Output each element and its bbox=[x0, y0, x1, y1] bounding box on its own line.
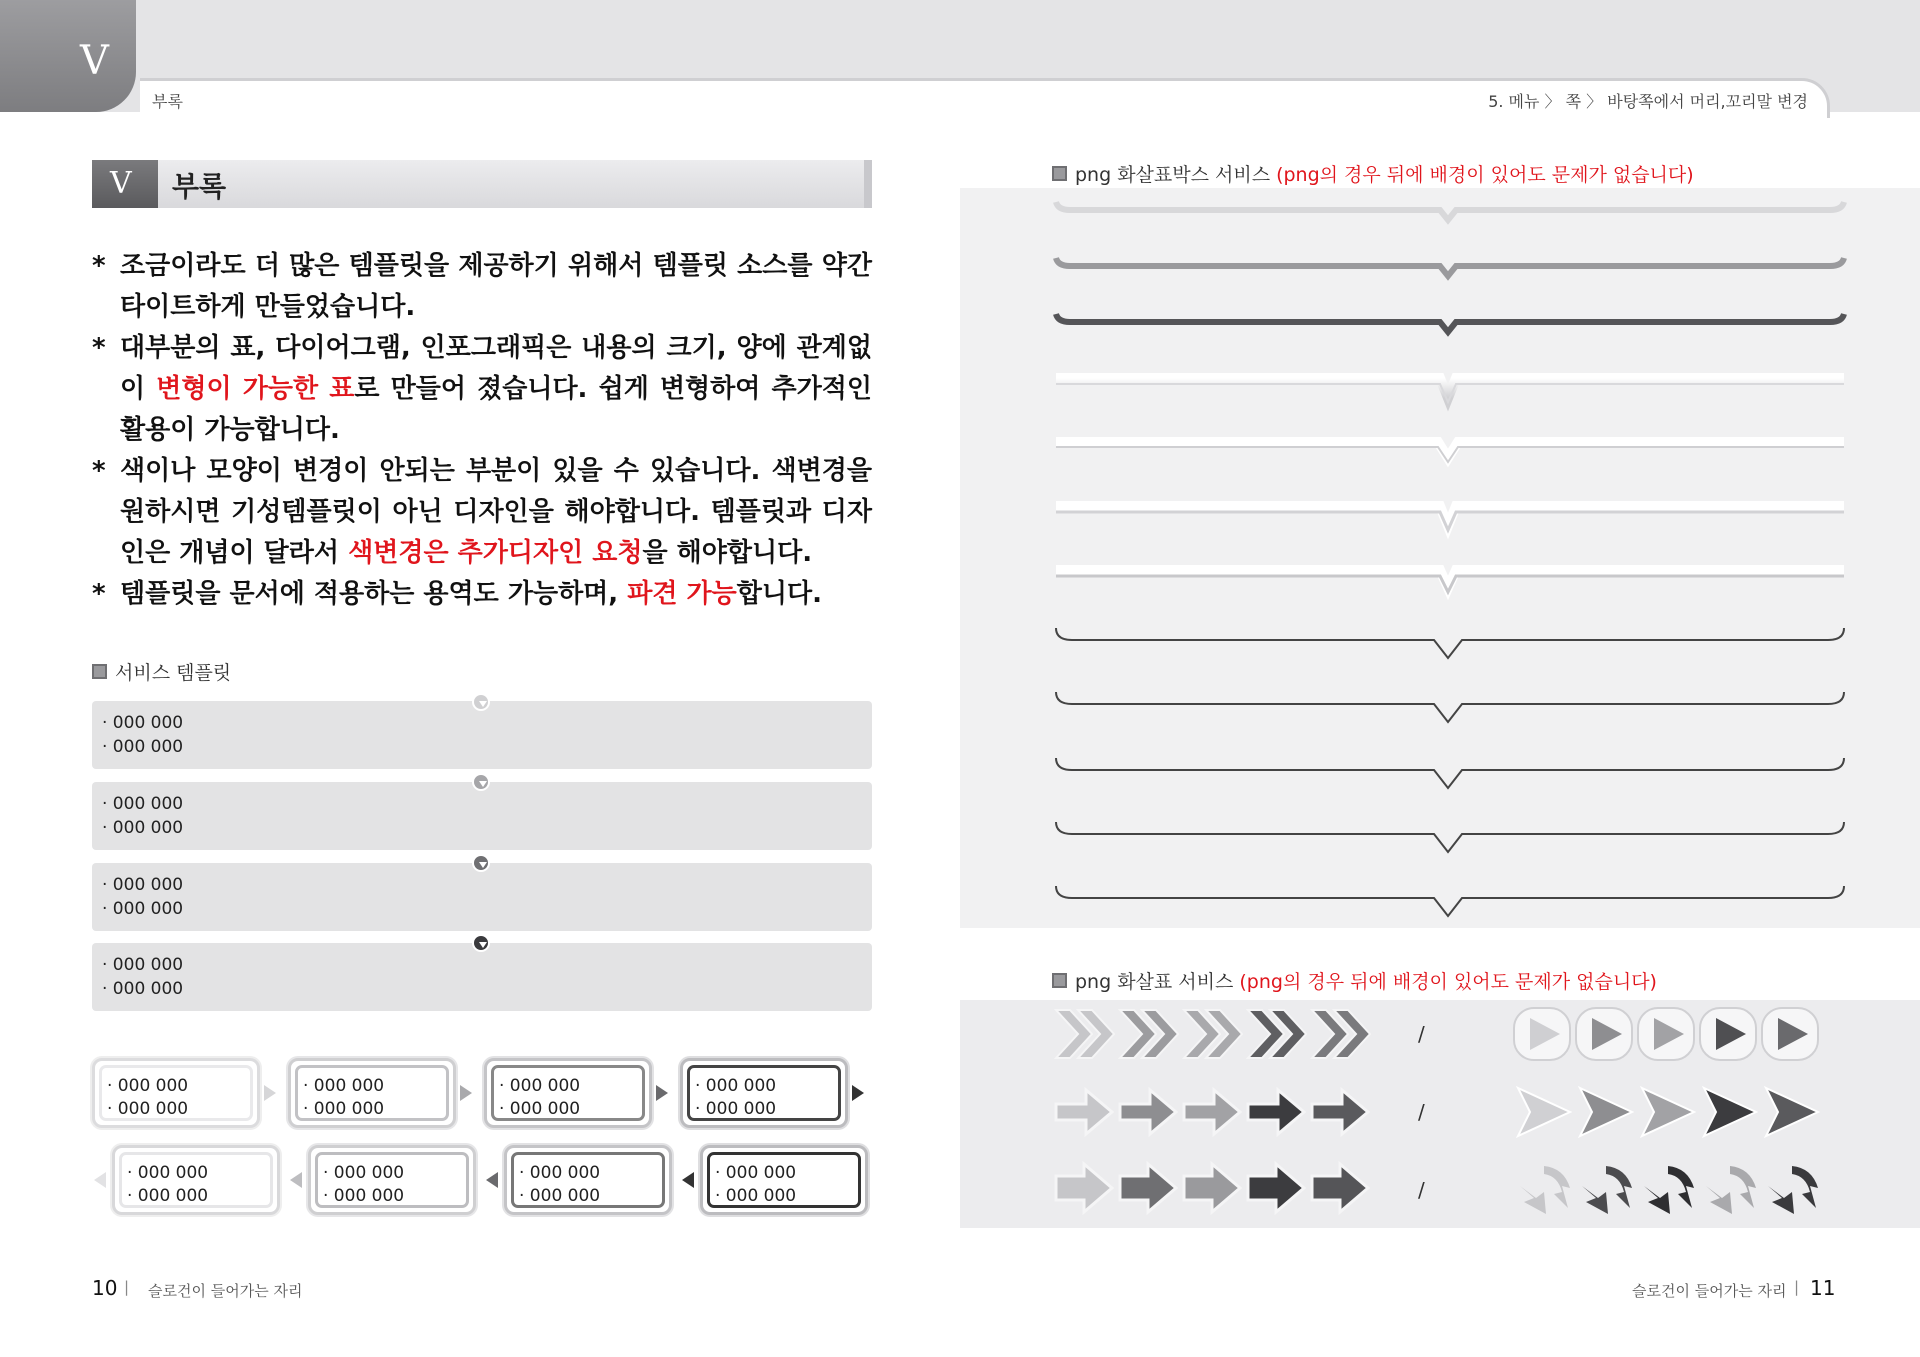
block-arrow-icon bbox=[1312, 1164, 1368, 1212]
separator: / bbox=[1418, 1022, 1425, 1046]
box-line: · 000 000 bbox=[127, 1163, 209, 1183]
box-line: · 000 000 bbox=[107, 1099, 189, 1119]
box-line: · 000 000 bbox=[303, 1099, 385, 1119]
flow-box bbox=[112, 1145, 280, 1215]
box-line: · 000 000 bbox=[102, 794, 184, 814]
arrow-box-line bbox=[1056, 314, 1844, 332]
box-line: · 000 000 bbox=[102, 979, 184, 999]
box-line: · 000 000 bbox=[695, 1099, 777, 1119]
heading-text: png 화살표 서비스 bbox=[1075, 971, 1234, 993]
chapter-mark: V bbox=[80, 38, 109, 84]
box-line: · 000 000 bbox=[499, 1076, 581, 1096]
cycle-arrows-icon bbox=[1520, 1166, 1570, 1214]
flow-box bbox=[92, 1058, 260, 1128]
triangle-arrow-icon bbox=[1642, 1088, 1694, 1136]
chevron-down-icon bbox=[472, 773, 490, 791]
cycle-arrows-icon bbox=[1706, 1166, 1756, 1214]
service-box bbox=[92, 943, 872, 1011]
service-box bbox=[92, 701, 872, 769]
box-line: · 000 000 bbox=[715, 1163, 797, 1183]
box-line: · 000 000 bbox=[519, 1186, 601, 1206]
service-box bbox=[92, 782, 872, 850]
arrow-box-line bbox=[1056, 202, 1844, 220]
box-line: · 000 000 bbox=[695, 1076, 777, 1096]
block-arrow-icon bbox=[1248, 1164, 1304, 1212]
bullet-text: 템플릿을 문서에 적용하는 용역도 가능하며, bbox=[120, 579, 628, 609]
box-line: · 000 000 bbox=[519, 1163, 601, 1183]
box-line: · 000 000 bbox=[102, 737, 184, 757]
arrow-box-line bbox=[1056, 886, 1844, 916]
bullet-text: 색이나 모양이 변경이 안되는 부분이 있을 수 있습니다. 색변경을 원하시면 기성템플릿이 아닌 디자인을 해야합니다. 템플릿과 디자인은 개념이 달라서 bbox=[120, 456, 872, 568]
chevron-down-icon bbox=[472, 934, 490, 952]
arrow-box-line bbox=[1056, 628, 1844, 658]
header-breadcrumb: 5. 메뉴 〉 쪽 〉 바탕쪽에서 머리,꼬리말 변경 bbox=[1488, 92, 1808, 111]
chapter-tab bbox=[0, 0, 136, 112]
right-page-number: 11 bbox=[1810, 1276, 1836, 1300]
heading-note: (png의 경우 뒤에 배경이 있어도 문제가 없습니다) bbox=[1276, 164, 1694, 186]
arrow-box-line bbox=[1056, 442, 1844, 462]
arrow-right-icon bbox=[1184, 1090, 1240, 1134]
bullet-highlight: 색변경은 추가디자인 요청 bbox=[348, 538, 643, 568]
left-footer-slogan: 슬로건이 들어가는 자리 bbox=[148, 1282, 303, 1300]
arrow-right-icon bbox=[1056, 1090, 1112, 1134]
play-button-icon bbox=[1576, 1008, 1632, 1060]
bullet-highlight: 변형이 가능한 표 bbox=[156, 374, 355, 404]
heading-note: (png의 경우 뒤에 배경이 있어도 문제가 없습니다) bbox=[1239, 971, 1657, 993]
bullet-highlight: 파견 가능 bbox=[627, 579, 737, 609]
bullet-star: * bbox=[92, 251, 106, 281]
png-arrow-service-heading bbox=[1052, 967, 1657, 994]
heading-text: png 화살표박스 서비스 bbox=[1075, 164, 1271, 186]
arrow-box-line bbox=[1056, 258, 1844, 276]
arrow-gallery bbox=[960, 1000, 1920, 1228]
box-line: · 000 000 bbox=[303, 1076, 385, 1096]
service-template-heading bbox=[92, 658, 231, 685]
arrow-right-icon bbox=[852, 1085, 864, 1101]
play-button-icon bbox=[1700, 1008, 1756, 1060]
right-footer-slogan: 슬로건이 들어가는 자리 bbox=[1632, 1282, 1787, 1300]
block-arrow-icon bbox=[1184, 1164, 1240, 1212]
left-page-number: 10 bbox=[92, 1276, 118, 1300]
section-mark: V bbox=[110, 166, 132, 201]
arrow-box-line bbox=[1056, 692, 1844, 722]
bullet-item bbox=[92, 328, 872, 451]
cycle-arrows-icon bbox=[1644, 1166, 1694, 1214]
square-bullet-icon bbox=[1052, 166, 1067, 181]
separator: / bbox=[1418, 1100, 1425, 1124]
bullet-text: 조금이라도 더 많은 템플릿을 제공하기 위해서 템플릿 소스를 약간 타이트하게 만들었습니다. bbox=[120, 251, 872, 322]
box-line: · 000 000 bbox=[323, 1163, 405, 1183]
play-button-icon bbox=[1762, 1008, 1818, 1060]
box-line: · 000 000 bbox=[127, 1186, 209, 1206]
arrow-right-icon bbox=[656, 1085, 668, 1101]
arrow-left-icon bbox=[682, 1172, 694, 1188]
footer-divider: | bbox=[124, 1278, 130, 1296]
arrow-right-icon bbox=[1248, 1090, 1304, 1134]
arrow-gallery-svg bbox=[960, 1000, 1920, 1228]
double-chevron-icon bbox=[1312, 1010, 1370, 1058]
bullet-item bbox=[92, 246, 872, 328]
arrow-right-icon bbox=[1312, 1090, 1368, 1134]
box-line: · 000 000 bbox=[102, 818, 184, 838]
heading-text: 서비스 템플릿 bbox=[115, 662, 232, 684]
arrow-right-icon bbox=[264, 1085, 276, 1101]
box-line: · 000 000 bbox=[715, 1186, 797, 1206]
bullet-star: * bbox=[92, 579, 106, 609]
box-line: · 000 000 bbox=[102, 899, 184, 919]
cycle-arrows-icon bbox=[1582, 1166, 1632, 1214]
chevron-down-icon bbox=[472, 693, 490, 711]
arrow-box-line bbox=[1056, 822, 1844, 852]
double-chevron-icon bbox=[1184, 1010, 1242, 1058]
play-button-icon bbox=[1638, 1008, 1694, 1060]
header-left-label: 부록 bbox=[152, 92, 183, 111]
triangle-arrow-icon bbox=[1766, 1088, 1818, 1136]
triangle-arrow-icon bbox=[1704, 1088, 1756, 1136]
footer-divider: | bbox=[1794, 1278, 1800, 1296]
double-chevron-icon bbox=[1056, 1010, 1114, 1058]
separator: / bbox=[1418, 1178, 1425, 1202]
square-bullet-icon bbox=[92, 664, 107, 679]
triangle-arrow-icon bbox=[1580, 1088, 1632, 1136]
box-line: · 000 000 bbox=[102, 713, 184, 733]
chevron-down-icon bbox=[472, 854, 490, 872]
bullet-text: 을 해야합니다. bbox=[642, 538, 813, 568]
bullet-item bbox=[92, 451, 872, 574]
box-line: · 000 000 bbox=[102, 875, 184, 895]
cycle-arrows-icon bbox=[1768, 1166, 1818, 1214]
flow-box bbox=[484, 1058, 652, 1128]
bullet-text: 합니다. bbox=[736, 579, 822, 609]
triangle-arrow-icon bbox=[1518, 1088, 1570, 1136]
png-box-service-heading bbox=[1052, 160, 1694, 187]
arrow-right-icon bbox=[460, 1085, 472, 1101]
flow-box bbox=[700, 1145, 868, 1215]
arrow-box-line bbox=[1056, 378, 1844, 402]
box-line: · 000 000 bbox=[102, 955, 184, 975]
arrow-box-gallery bbox=[960, 188, 1920, 928]
bullet-list bbox=[92, 246, 872, 615]
arrow-left-icon bbox=[486, 1172, 498, 1188]
box-line: · 000 000 bbox=[323, 1186, 405, 1206]
box-line: · 000 000 bbox=[499, 1099, 581, 1119]
arrow-box-line bbox=[1056, 570, 1844, 592]
block-arrow-icon bbox=[1056, 1164, 1112, 1212]
arrow-left-icon bbox=[94, 1172, 106, 1188]
flow-box bbox=[680, 1058, 848, 1128]
double-chevron-icon bbox=[1120, 1010, 1178, 1058]
box-line: · 000 000 bbox=[107, 1076, 189, 1096]
flow-box bbox=[288, 1058, 456, 1128]
service-box bbox=[92, 863, 872, 931]
section-title: 부록 bbox=[172, 170, 227, 203]
arrow-left-icon bbox=[290, 1172, 302, 1188]
bullet-text: 대부분의 표, 다이어그램, 인포그래픽은 내용의 크기, 양에 관계없이 bbox=[120, 333, 872, 404]
bullet-star: * bbox=[92, 333, 106, 363]
bullet-star: * bbox=[92, 456, 106, 486]
arrow-right-icon bbox=[1120, 1090, 1176, 1134]
double-chevron-icon bbox=[1248, 1010, 1306, 1058]
arrow-box-line bbox=[1056, 758, 1844, 788]
arrow-box-gallery-svg bbox=[960, 188, 1920, 928]
square-bullet-icon bbox=[1052, 973, 1067, 988]
flow-box bbox=[504, 1145, 672, 1215]
section-mark-tab bbox=[92, 160, 158, 208]
play-button-icon bbox=[1514, 1008, 1570, 1060]
bullet-text: 로 만들어 졌습니다. 쉽게 변형하여 추가적인 활용이 가능합니다. bbox=[120, 374, 873, 445]
flow-box bbox=[308, 1145, 476, 1215]
arrow-box-line bbox=[1056, 506, 1844, 530]
bullet-item bbox=[92, 574, 872, 615]
block-arrow-icon bbox=[1120, 1164, 1176, 1212]
